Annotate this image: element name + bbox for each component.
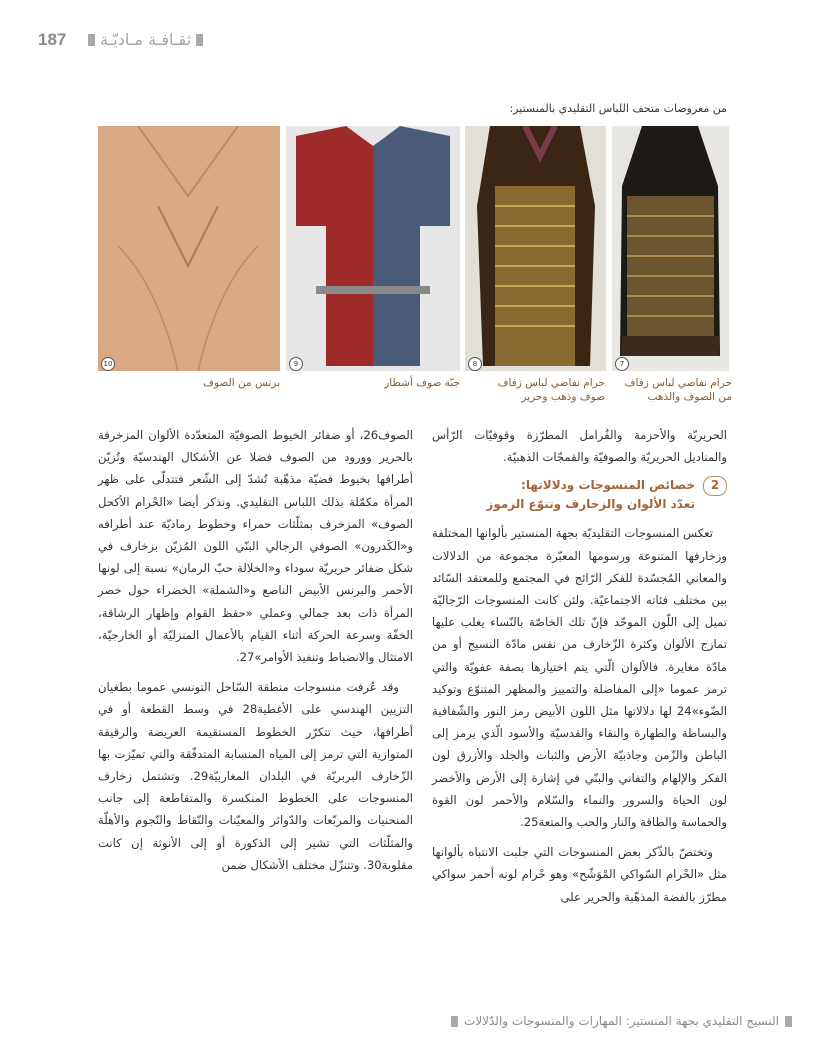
paragraph: وتختصّ بالذّكر بعض المنسوجات التي جلبت الانتباه بألوانها مثل «الحْرام السّواكي المْوَشّح» وهو حْرام لونه أحمر سواكي مطرّز بالفضة المذهّبة والحرير على	[432, 845, 727, 904]
paragraph: تعكس المنسوجات التقليديّة بجهة المنستير بألوانها المختلفة وزخارفها المتنوعة ورسومها المعبّرة مجموعة من الدلالات والمعاني المُجسّدة للفكر الرّائج في المجتمع وللمعتقد السّائد بين مختلف فئاته الاجتماعيّة. ولئن كانت المنسوجات الرّجاليّة تميل إلى اللّون الموحّد فإنّ تلك الخاصّة بالنّساء يغلب عليها تمازج الألوان وكثرة الزّخارف من نفس مادّة النسيج أو من مادّة مغايرة. فالألوان الّتي يتم اختيارها بصفة عفويّة والتي ترمز عموما «إلى المفاضلة والتمييز والمظهر المتنوّع وتوكيد الضّوء»24 لها دلالاتها مثل اللون الأبيض رمز النور والشّفافية والبساطة والطهارة والنقاء والقدسيّة والأسود الّذي يرمز إلى الباطن والزّمن وجاذبيّة الأرض والثبات والجلد والأزرق لون الفكر والإلهام والتفاني والبنّي في إشارة إلى الأرض والأخضر لون الحياة والسرور والنماء والسّلام والأحمر لون القوة والحماسة والطاقة والنار والحب والمتعة25.	[432, 526, 727, 830]
photo-wedding-blanket-wool-gold-silk	[465, 126, 606, 371]
figure-caption-line: برنس من الصوف	[203, 377, 280, 389]
paragraph: وقد عُرفت منسوجات منطقة السّاحل التونسي عموما بطغيان التزيين الهندسي على الأغطية28 في وسط القطعة أو في أطرافها، حيث تتكرّر الخطوط المستقيمة العريضة والرقيقة المتوازية التي ترمز إلى المياه المنسابة المتدفّقة والتي تميّزت بها الزّخارف البربريّة في البلدان المغاربيّة29. وتشتمل زخارف المنسوجات على الخطوط المنكسرة والمتقاطعة إلى جانب المنحنيات والمربّعات والدّوائر والمعيّنات والنّقاط والنّجوم والأهلّة والمثلّثات التي تشير إلى الذكورة أو إلى الأنوثة إن كانت مقلوبة30. وتتنزّل مختلف الأشكال ضمن	[98, 680, 413, 872]
running-header	[88, 30, 203, 49]
photo-wool-jebba	[286, 126, 460, 371]
page-number: 187	[38, 30, 67, 49]
figure-caption-line: حرام نفاصي لباس زفاف	[624, 377, 732, 389]
figure-caption-line: من الصوف والذهب	[647, 391, 732, 403]
photo-wedding-blanket-wool-gold	[612, 126, 729, 371]
running-footer	[100, 1014, 792, 1028]
paragraph: الحريريّة والأحزمة والفُرامل المطرّزة وقوفيّات الرّأس والمناديل الحريريّة والصوفيّة والقمجّات الذهبيّة.	[432, 428, 727, 465]
figure-number-badge: 8	[468, 357, 482, 371]
photo-wool-burnous	[98, 126, 280, 371]
text-column-left	[98, 424, 413, 884]
section-title-line: تعدّد الألوان والزخارف وتنوّع الرموز	[486, 497, 695, 512]
paragraph: الصوف26، أو ضفائر الخيوط الصوفيّة المتعدّدة الألوان المزخرفة بالحرير وورود من الصوف فضلا عن الأشكال الهندسيّة وتُزيّن أطرافها بخيوط فضيّة مذهّبة تُشدّ إلى الشّعر فتتدلّى على ظهر المرأة مكمّلة بذلك اللباس التقليدي. ونذكر أيضا «الحْرام الأكحل الصوف» المزخرف بمثلّثات حمراء وخطوط رماديّة عند أطرافه و«الكَدرون» الصوفي الرجالي البنّي اللون المُزيّن بزخارف في شكل ضفائر حريريّة سوداء و«الخلالة حبّ الرمان» نسبة إلى لونها الأحمر والبرنس الأبيض الناصع و«الشملة» الخضراء حول خصر المرأة ذات بعد جمالي وعملي «حفظ القوام وإظهار الرشاقة، الخفّة وسرعة الحركة أثناء القيام بالأعمال المنزليّة أو الخارجيّة، الامتثال والانضباط وتنفيذ الأوامر»27.	[98, 428, 413, 665]
figure-caption	[98, 376, 280, 390]
section-heading	[432, 476, 727, 514]
figure-number-badge: 9	[289, 357, 303, 371]
text-column-right	[432, 424, 727, 916]
header-square-marker	[196, 34, 203, 46]
header-square-marker	[88, 34, 95, 46]
figure-caption	[286, 376, 460, 390]
figure-caption-line: جبّة صوف أشطار	[384, 377, 460, 389]
section-title-line: خصائص المنسوجات ودلالاتها:	[521, 478, 695, 493]
footer-title: النسيج التقليدي بجهة المنستير: المهارات والمنسوجات والدّلالات	[464, 1014, 779, 1028]
footer-square-marker	[451, 1016, 458, 1027]
figure-caption	[612, 376, 732, 404]
section-title	[486, 476, 695, 514]
figure-caption-line: حرام نفاصي لباس زفاف	[497, 377, 605, 389]
footer-square-marker	[785, 1016, 792, 1027]
header-title: ثقـافـة مـاديّـة	[100, 30, 192, 49]
figure-caption-line: صوف وذهب وحرير	[521, 391, 605, 403]
figure-caption	[465, 376, 605, 404]
figure-number-badge: 7	[615, 357, 629, 371]
figure-number-badge: 10	[101, 357, 115, 371]
section-number: 2	[703, 476, 727, 496]
gallery-caption: من معروضات متحف اللباس التقليدي بالمنستير:	[509, 102, 727, 115]
